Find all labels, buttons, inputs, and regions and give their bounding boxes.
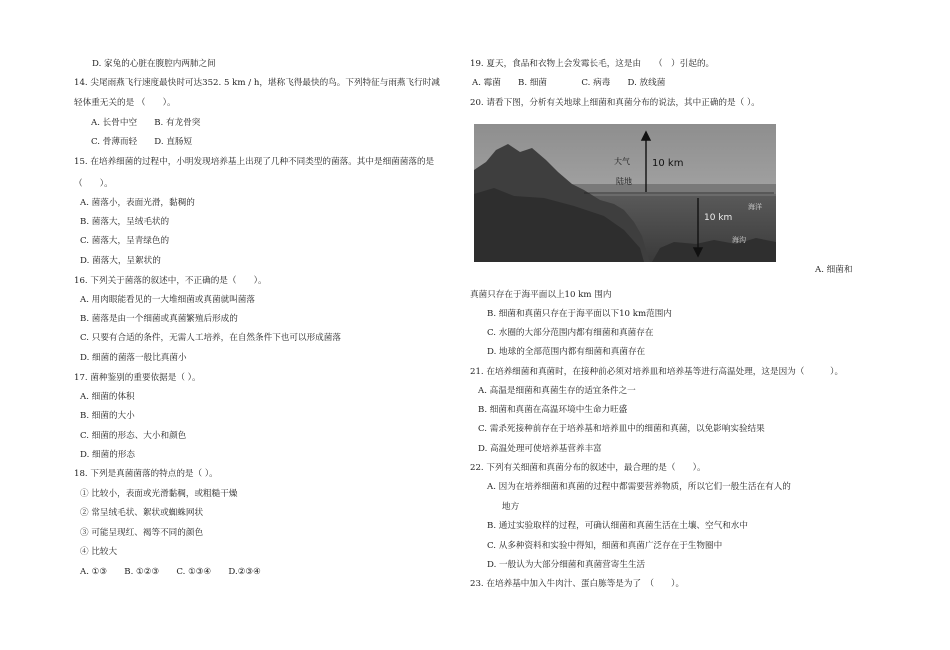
q22-option-a-cont: 地方 — [502, 502, 520, 512]
q15-option-c: C. 菌落大，呈青绿色的 — [80, 236, 170, 246]
q22-option-d: D. 一般认为大部分细菌和真菌营寄生生活 — [487, 560, 646, 570]
q17-option-b: B. 细菌的大小 — [80, 411, 135, 421]
q14-stem-cont: 轻体重无关的是 （ ）。 — [74, 98, 176, 108]
q14-options-ab: A. 长骨中空 B. 有龙骨突 — [91, 118, 201, 128]
q22-stem: 22. 下列有关细菌和真菌分布的叙述中，最合理的是（ ）。 — [470, 463, 706, 473]
label-10km-down: 10 km — [704, 213, 733, 223]
q21-option-b: B. 细菌和真菌在高温环境中生命力旺盛 — [478, 405, 628, 415]
q14-options-cd: C. 骨薄而轻 D. 直肠短 — [91, 137, 193, 147]
q22-option-c: C. 从多种资料和实验中得知，细菌和真菌广泛存在于生物圈中 — [487, 541, 723, 551]
q22-option-a: A. 因为在培养细菌和真菌的过程中都需要营养物质，所以它们一般生活在有人的 — [487, 482, 791, 492]
q20-option-d: D. 地球的全部范围内都有细菌和真菌存在 — [487, 347, 646, 357]
q17-option-a: A. 细菌的体积 — [80, 392, 135, 402]
label-ocean: 海洋 — [748, 203, 762, 211]
q17-stem: 17. 菌种鉴别的重要依据是（ ）。 — [74, 373, 201, 383]
q19-options: A. 霉菌 B. 细菌 C. 病毒 D. 放线菌 — [472, 78, 666, 88]
q16-option-c: C. 只要有合适的条件，无需人工培养，在自然条件下也可以形成菌落 — [80, 333, 341, 343]
q15-stem: 15. 在培养细菌的过程中，小明发现培养基上出现了几种不同类型的菌落。其中是细菌菌落的是 — [74, 157, 435, 167]
q21-option-a: A. 高温是细菌和真菌生存的适宜条件之一 — [478, 386, 636, 396]
q18-item-1: ① 比较小，表面或光滑黏稠，或粗糙干燥 — [80, 489, 238, 499]
q16-option-b: B. 菌落是由一个细菌或真菌繁殖后形成的 — [80, 314, 238, 324]
q21-option-d: D. 高温处理可使培养基营养丰富 — [478, 444, 602, 454]
label-land: 陆地 — [616, 177, 632, 186]
earth-distribution-image — [474, 124, 776, 262]
q16-stem: 16. 下列关于菌落的叙述中，不正确的是（ ）。 — [74, 276, 267, 286]
label-10km-up: 10 km — [652, 158, 684, 169]
q18-item-3: ③ 可能呈现红、褐等不同的颜色 — [80, 528, 204, 538]
label-trench: 海沟 — [732, 236, 746, 244]
q20-option-a: A. 细菌和 — [815, 265, 853, 275]
q20-option-a-cont: 真菌只存在于海平面以上10 km 围内 — [470, 290, 612, 300]
q15-option-b: B. 菌落大，呈绒毛状的 — [80, 217, 170, 227]
q18-item-2: ② 常呈绒毛状、絮状或蜘蛛网状 — [80, 508, 204, 518]
q14-stem: 14. 尖尾雨燕飞行速度最快时可达352. 5 km / h，堪称飞得最快的鸟。下列特征与雨燕飞行时减 — [74, 78, 440, 88]
q20-option-c: C. 水圈的大部分范围内都有细菌和真菌存在 — [487, 328, 654, 338]
q16-option-a: A. 用肉眼能看见的一大堆细菌或真菌就叫菌落 — [80, 295, 255, 305]
q21-stem: 21. 在培养细菌和真菌时，在接种前必须对培养皿和培养基等进行高温处理，这是因为（ ）。 — [470, 367, 844, 377]
q15-stem-cont: （ ）。 — [74, 179, 113, 189]
label-atmosphere: 大气 — [614, 157, 630, 166]
q15-option-a: A. 菌落小，表面光滑，黏稠的 — [80, 198, 195, 208]
q15-option-d: D. 菌落大，呈絮状的 — [80, 256, 161, 266]
q23-stem: 23. 在培养基中加入牛肉汁、蛋白胨等是为了 （ ）。 — [470, 579, 685, 589]
q16-option-d: D. 细菌的菌落一般比真菌小 — [80, 353, 187, 363]
q17-option-d: D. 细菌的形态 — [80, 450, 136, 460]
earth-distribution-figure — [474, 124, 776, 262]
q18-options: A. ①③ B. ①②③ C. ①③④ D.②③④ — [80, 567, 261, 577]
q22-option-b: B. 通过实验取样的过程，可确认细菌和真菌生活在土壤、空气和水中 — [487, 521, 748, 531]
q13-option-d: D. 家兔的心脏在腹腔内两肺之间 — [92, 59, 216, 69]
q19-stem: 19. 夏天，食品和衣物上会发霉长毛，这是由 （ ）引起的。 — [470, 59, 715, 69]
q17-option-c: C. 细菌的形态、大小和颜色 — [80, 431, 187, 441]
q21-option-c: C. 需杀死接种前存在于培养基和培养皿中的细菌和真菌，以免影响实验结果 — [478, 424, 765, 434]
q20-option-b: B. 细菌和真菌只存在于海平面以下10 km范围内 — [487, 309, 672, 319]
q18-stem: 18. 下列是真菌菌落的特点的是（ ）。 — [74, 469, 218, 479]
q20-stem: 20. 请看下图，分析有关地球上细菌和真菌分布的说法，其中正确的是（ ）。 — [470, 98, 760, 108]
q18-item-4: ④ 比较大 — [80, 547, 118, 557]
